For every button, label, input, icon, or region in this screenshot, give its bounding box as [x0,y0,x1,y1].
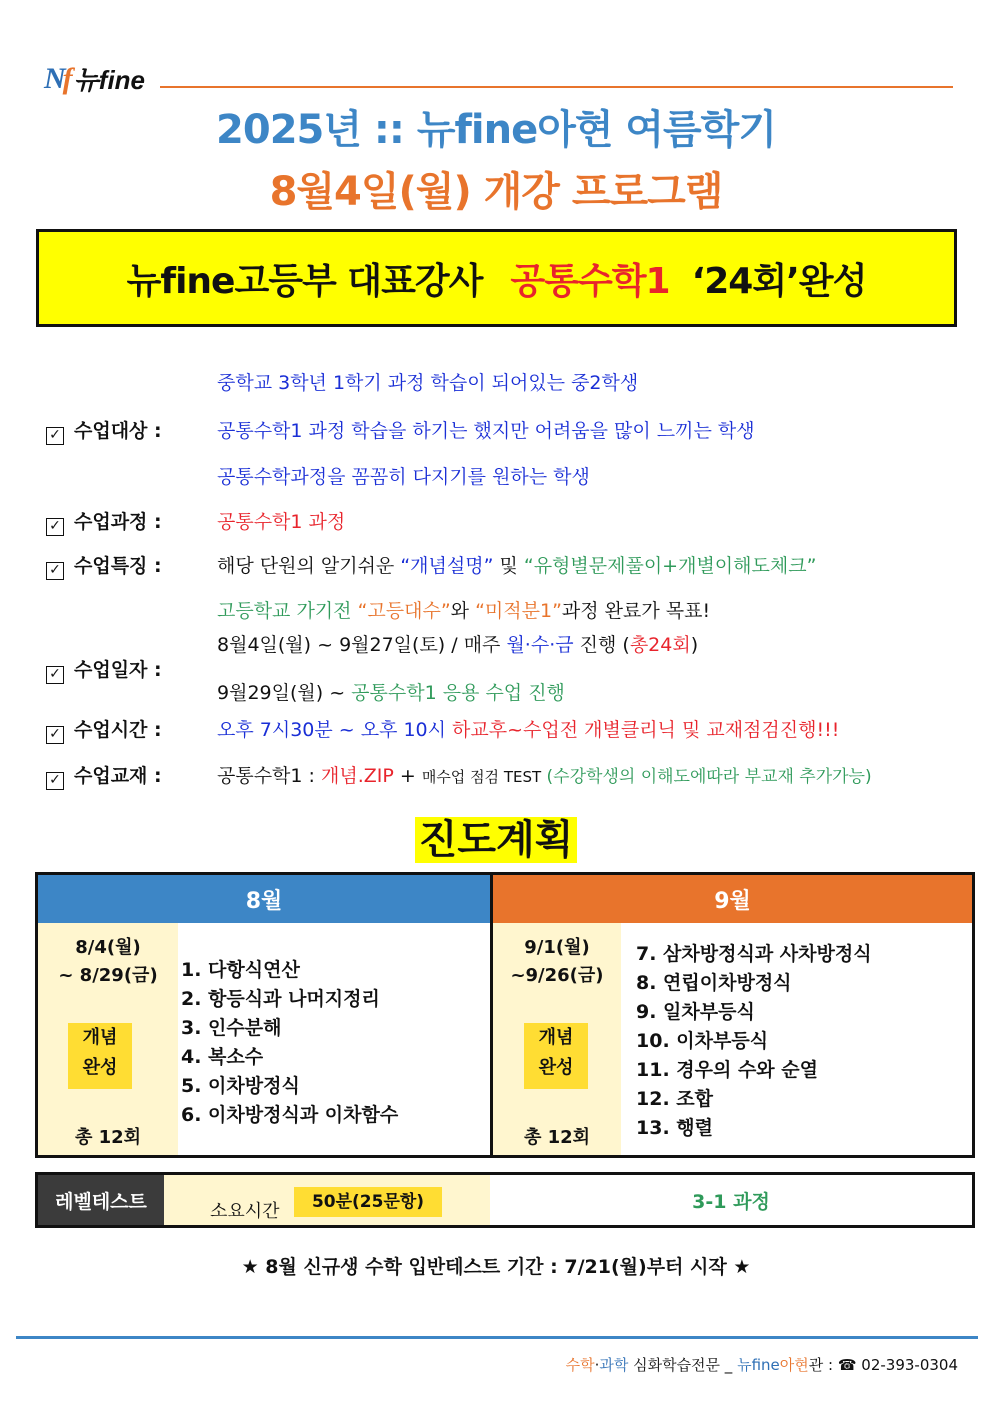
logo-mark: Nf [44,61,70,95]
time-value: 오후 7시30분 ~ 오후 10시 하교후~수업전 개별클리닉 및 교재점검진행!!! [217,719,840,741]
checkbox-icon: ✓ [46,562,64,580]
target-line-2: 공통수학1 과정 학습을 하기는 했지만 어려움을 많이 느끼는 학생 [217,420,755,442]
september-badge: 개념 완성 [524,1023,588,1089]
august-topics [181,955,398,1129]
august-header: 8월 [38,875,490,923]
footer-divider [16,1336,978,1339]
header-divider [160,86,953,88]
textbook-value: 공통수학1 : 개념.ZIP + 매수업 점검 TEST (수강학생의 이해도에따라 부교재 추가가능) [217,765,872,787]
banner-suffix: ‘24회’완성 [691,260,867,302]
feature-label: ✓ 수업특징 : [46,551,162,580]
course-label: ✓ 수업과정 : [46,507,162,536]
list-item: 9. 일차부등식 [636,1001,755,1023]
august-badge: 개념 완성 [68,1023,132,1089]
august-date-from: 8/4(월) [75,937,141,958]
level-test-course: 3-1 과정 [692,1190,770,1213]
feature-line-2: 고등학교 가기전 “고등대수”와 “미적분1”과정 완료가 목표! [217,600,711,622]
textbook-label: ✓ 수업교재 : [46,761,162,790]
page-title: 2025년 :: 뉴fine아현 여름학기 [216,107,776,153]
august-date-column [38,923,178,1155]
logo-word: 뉴fine [73,65,146,95]
target-line-1: 중학교 3학년 1학기 과정 학습이 되어있는 중2학생 [217,372,639,394]
time-label: ✓ 수업시간 : [46,715,162,744]
checkbox-icon: ✓ [46,666,64,684]
dates-label: ✓ 수업일자 : [46,655,162,684]
course-value: 공통수학1 과정 [217,511,346,533]
level-test-time-label: 소요시간 [210,1201,280,1222]
september-total: 총 12회 [523,1127,591,1148]
list-item: 7. 삼차방정식과 사차방정식 [636,943,872,965]
checkbox-icon: ✓ [46,772,64,790]
footer-contact: 수학·과학 심화학습전문 _ 뉴fine아현관 : ☎ 02-393-0304 [565,1356,958,1374]
level-test-table [35,1172,975,1228]
level-test-time-value: 50분(25문항) [294,1187,442,1217]
dates-line-1: 8월4일(월) ~ 9월27일(토) / 매주 월·수·금 진행 (총24회) [217,634,699,656]
list-item: 4. 복소수 [181,1046,264,1068]
headline-banner [36,229,957,327]
list-item: 6. 이차방정식과 이차함수 [181,1104,399,1126]
list-item: 1. 다항식연산 [181,959,300,981]
list-item: 12. 조합 [636,1088,713,1110]
september-date-from: 9/1(월) [524,937,590,958]
schedule-table [35,872,975,1158]
september-topics [636,939,872,1142]
checkbox-icon: ✓ [46,427,64,445]
list-item: 11. 경우의 수와 순열 [636,1059,818,1081]
feature-line-1: 해당 단원의 알기쉬운 “개념설명” 및 “유형별문제풀이+개별이해도체크” [217,555,817,577]
banner-prefix: 뉴fine고등부 대표강사 [126,260,483,302]
list-item: 10. 이차부등식 [636,1030,769,1052]
august-date-to: ~ 8/29(금) [58,965,158,986]
target-line-3: 공통수학과정을 꼼꼼히 다지기를 원하는 학생 [217,466,590,488]
level-test-time-cell [164,1175,490,1225]
progress-plan-title: 진도계획 [0,808,992,865]
dates-line-2: 9월29일(월) ~ 공통수학1 응용 수업 진행 [217,682,565,704]
list-item: 5. 이차방정식 [181,1075,300,1097]
entrance-test-notice: ★ 8월 신규생 수학 입반테스트 기간 : 7/21(월)부터 시작 ★ [241,1256,751,1278]
banner-highlight: 공통수학1 [510,260,670,302]
list-item: 2. 항등식과 나머지정리 [181,988,380,1010]
september-header: 9월 [493,875,972,923]
page-subtitle: 8월4일(월) 개강 프로그램 [269,169,723,215]
target-label: ✓ 수업대상 : [46,416,162,445]
list-item: 8. 연립이차방정식 [636,972,792,994]
september-date-column [493,923,621,1155]
checkbox-icon: ✓ [46,518,64,536]
august-total: 총 12회 [74,1127,142,1148]
checkbox-icon: ✓ [46,726,64,744]
list-item: 3. 인수분해 [181,1017,282,1039]
september-date-to: ~9/26(금) [510,965,604,986]
logo [44,60,145,97]
list-item: 13. 행렬 [636,1117,713,1139]
level-test-label: 레벨테스트 [38,1175,164,1225]
